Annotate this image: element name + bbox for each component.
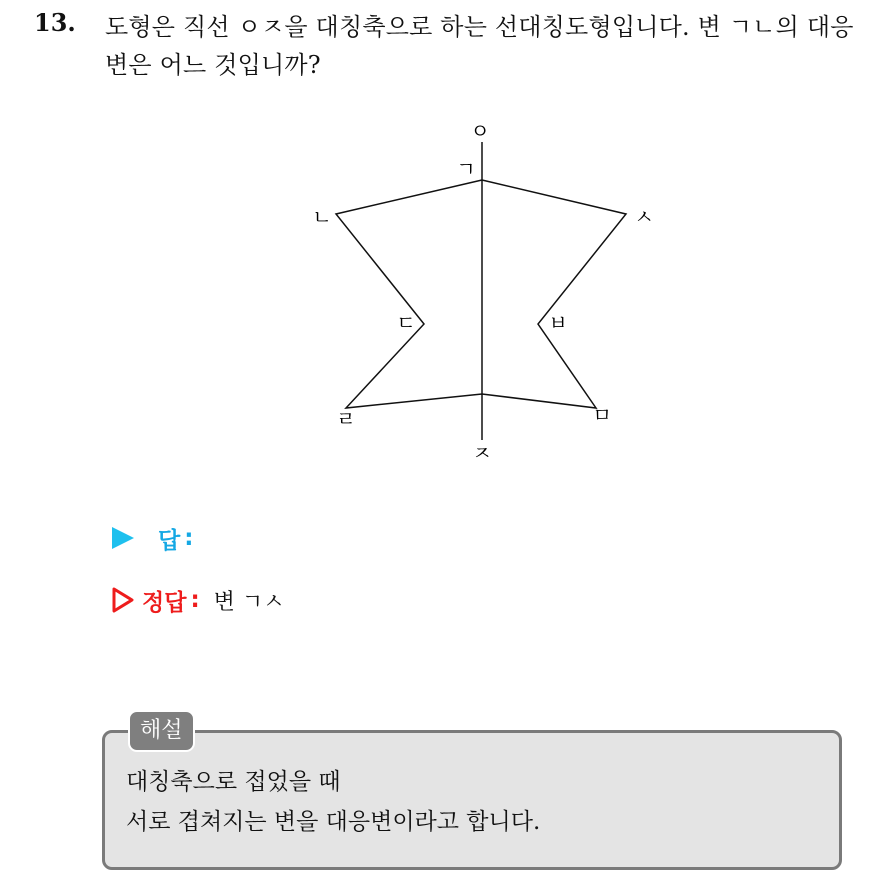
label-s: ㅅ (634, 205, 654, 229)
explanation-tag: 해설 (128, 710, 195, 752)
explanation-text (126, 762, 826, 842)
label-n: ㄴ (312, 205, 332, 229)
explanation-line-1: 대칭축으로 접었을 때 (126, 769, 341, 795)
play-triangle-icon (112, 527, 134, 549)
label-d: ㄷ (396, 311, 416, 335)
correct-answer-row (112, 580, 284, 620)
label-o: ㅇ (470, 119, 490, 143)
label-r: ㄹ (336, 407, 356, 431)
label-m: ㅁ (592, 403, 612, 427)
question-text: 도형은 직선 ㅇㅈ을 대칭축으로 하는 선대칭도형입니다. 변 ㄱㄴ의 대응변은 어느 것입니까? (105, 13, 854, 79)
figure-svg (290, 118, 670, 478)
label-j: ㅈ (472, 441, 492, 465)
outline-triangle-icon (112, 587, 134, 613)
correct-label: 정답 (142, 589, 187, 616)
answer-label: 답 (158, 527, 181, 554)
figure-outline (336, 180, 626, 408)
correct-value: 변 ㄱㅅ (213, 589, 285, 615)
symmetry-figure (290, 118, 670, 478)
question-number: 13. (34, 8, 76, 37)
answer-row (112, 518, 193, 558)
label-b: ㅂ (548, 311, 568, 335)
correct-colon: : (190, 587, 200, 613)
explanation-line-2: 서로 겹쳐지는 변을 대응변이라고 합니다. (126, 809, 541, 835)
answer-colon: : (184, 525, 194, 551)
label-g: ㄱ (456, 157, 476, 181)
